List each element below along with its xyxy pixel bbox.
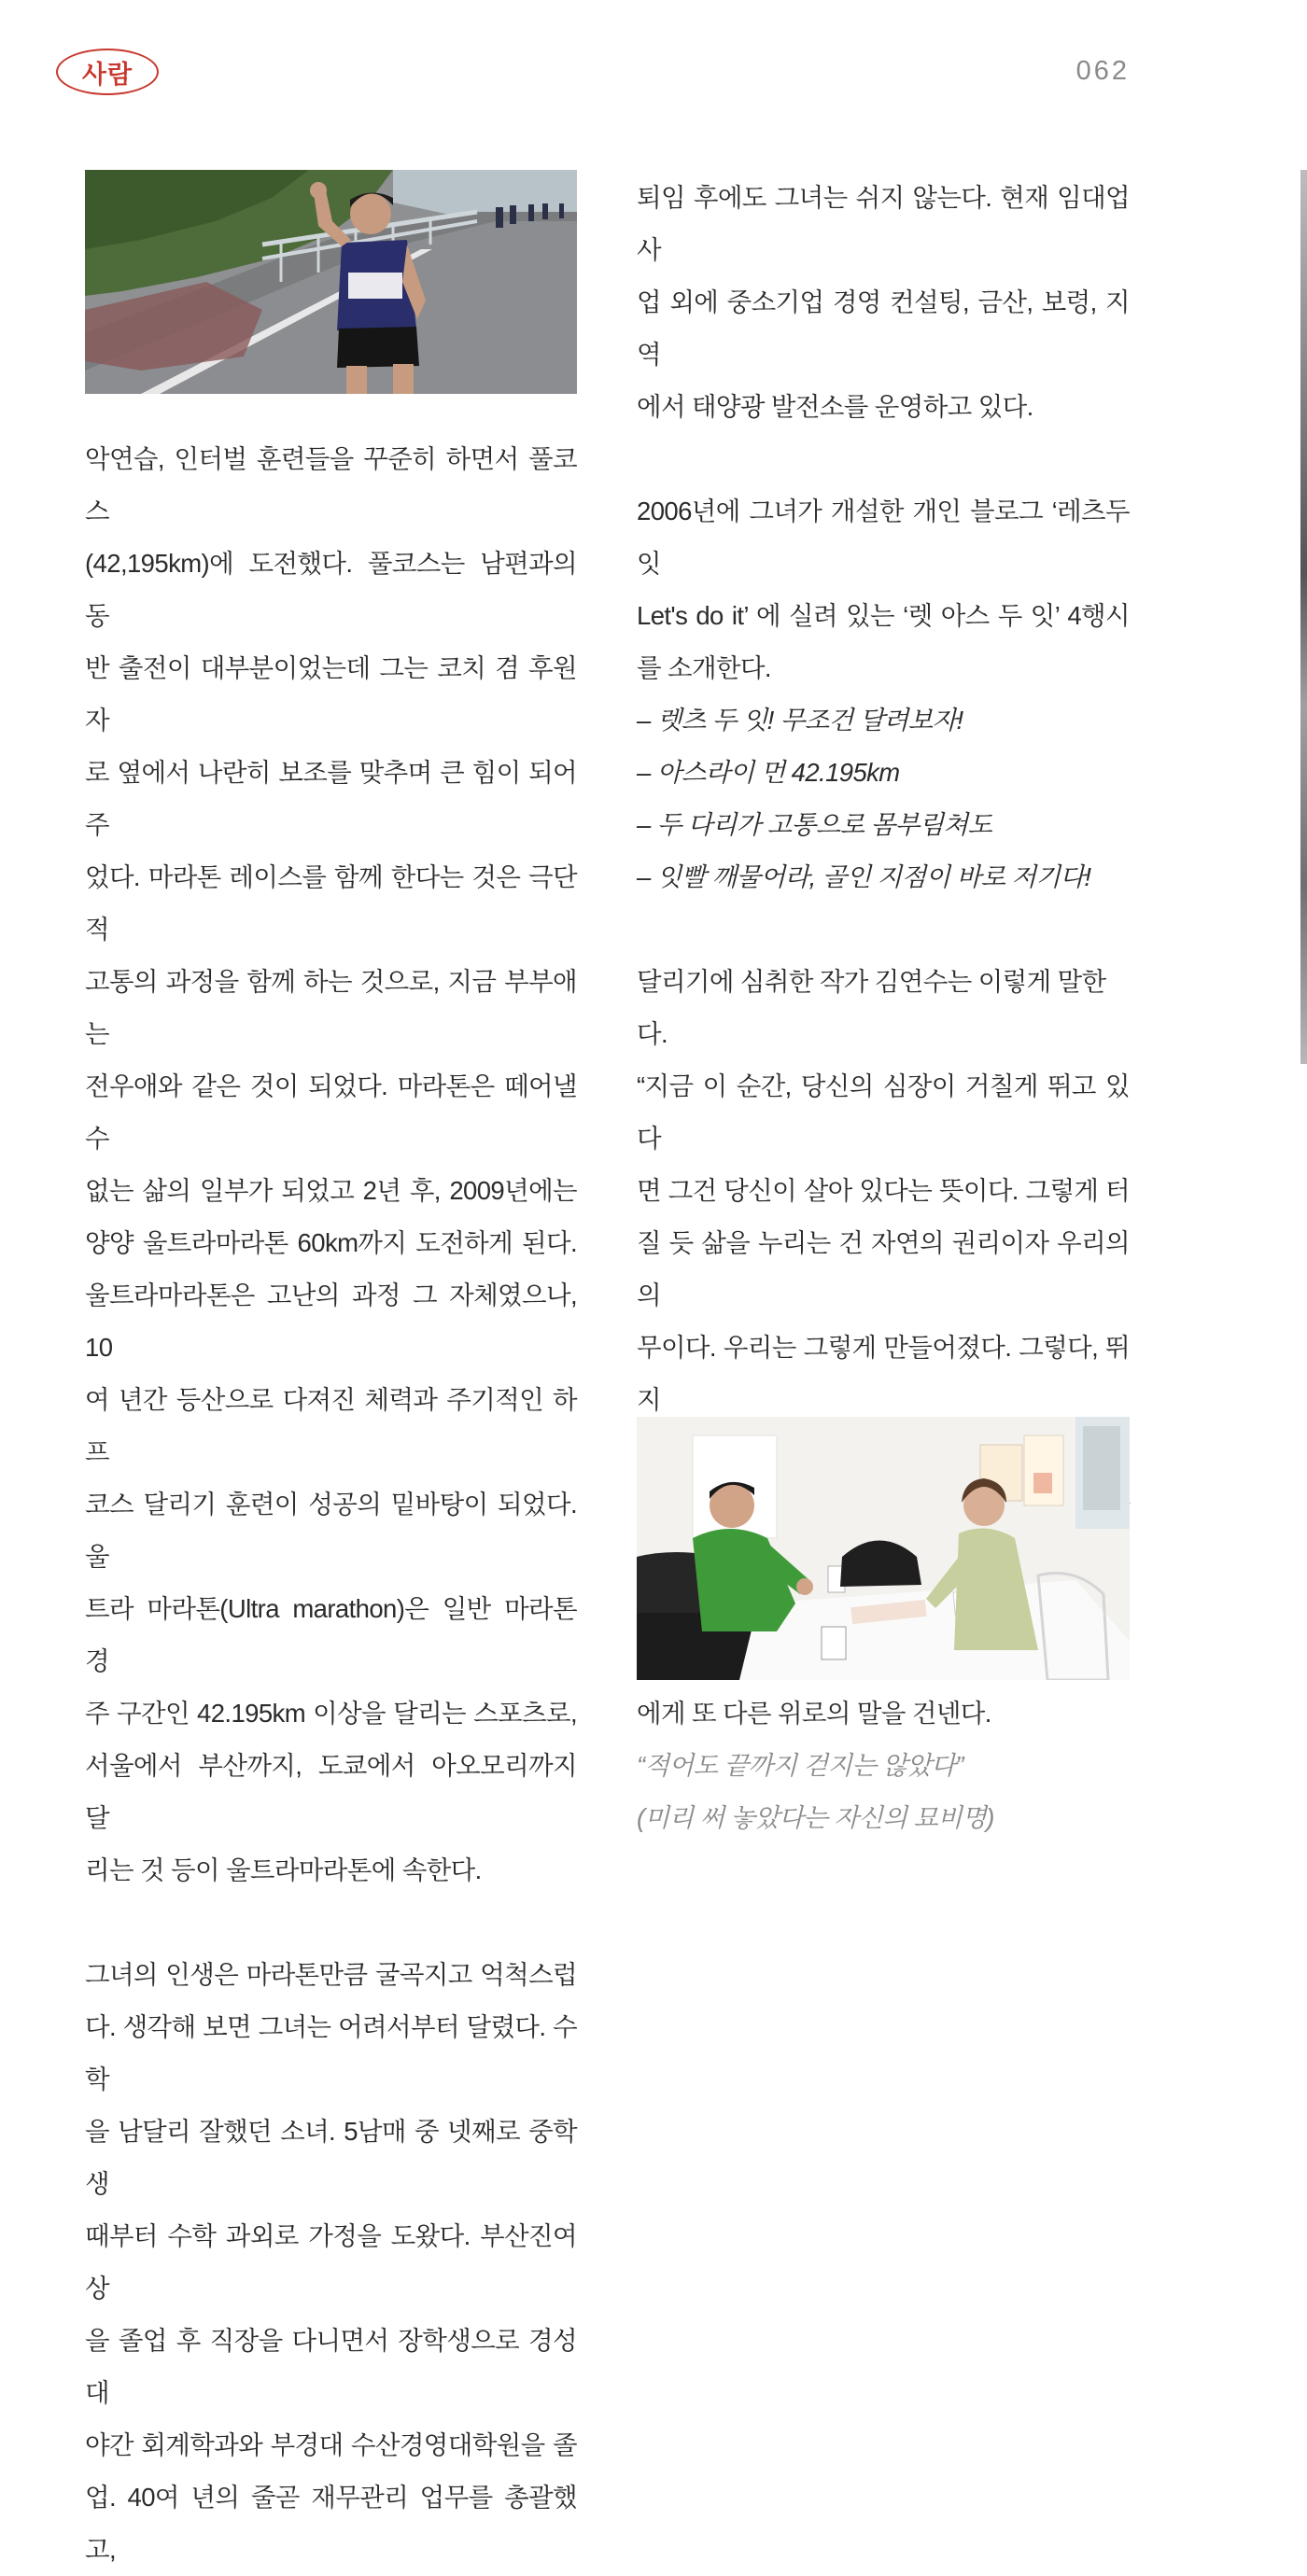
text-line: 을 졸업 후 직장을 다니면서 장학생으로 경성대 [85,2326,577,2407]
text-line: 때부터 수학 과외로 가정을 도왔다. 부산진여상 [85,2221,577,2303]
text-line: “지금 이 순간, 당신의 심장이 거칠게 뛰고 있다 [637,1071,1130,1153]
left-paragraph-2 [85,1949,577,2576]
text-line: 다. 생각해 보면 그녀는 어려서부터 달렸다. 수학 [85,2012,577,2093]
text-line: 무이다. 우리는 그렇게 만들어졌다. 그렇다, 뛰지 [637,1333,1130,1414]
poem-line: – 아스라이 먼 42.195km [637,758,900,787]
text-line: 퇴임 후에도 그녀는 쉬지 않는다. 현재 임대업 사 [637,183,1130,264]
text-line: 리는 것 등이 울트라마라톤에 속한다. [85,1855,482,1884]
text-line: 울트라마라톤은 고난의 과정 그 자체였으나, 10 [85,1281,577,1362]
text-line: 로 옆에서 나란히 보조를 맞추며 큰 힘이 되어 주 [85,758,577,839]
text-line: 코스 달리기 훈련이 성공의 밑바탕이 되었다. 울 [85,1490,577,1571]
text-line: (42,195km)에 도전했다. 풀코스는 남편과의 동 [85,549,577,630]
text-line: 양양 울트라마라톤 60km까지 도전하게 된다. [85,1228,577,1257]
text-line: 업. 40여 년의 줄곧 재무관리 업무를 총괄했고, [85,2483,577,2564]
right-paragraph-1 [637,172,1130,433]
interview-photo [637,1417,1130,1680]
text-line: 반 출전이 대부분이었는데 그는 코치 겸 후원자 [85,653,577,735]
adjacent-page-edge [1300,170,1307,1064]
section-label: 사람 [81,60,134,89]
text-line: 서울에서 부산까지, 도쿄에서 아오모리까지 달 [85,1751,577,1832]
text-line: 업 외에 중소기업 경영 컨설팅, 금산, 보령, 지역 [637,287,1130,369]
text-line: 야간 회계학과와 부경대 수산경영대학원을 졸 [85,2430,577,2459]
epitaph-quote: “적어도 끝까지 걷지는 않았다” [637,1751,963,1780]
text-line: 를 소개한다. [637,653,771,682]
poem-line: – 잇빨 깨물어라, 골인 지점이 바로 저기다! [637,862,1091,891]
text-line: 을 남달리 잘했던 소녀. 5남매 중 넷째로 중학생 [85,2117,577,2198]
right-paragraph-2 [637,485,1130,694]
epitaph [637,1740,1130,1844]
text-line: 에게 또 다른 위로의 말을 건넨다. [637,1699,991,1728]
text-line: 악연습, 인터벌 훈련들을 꾸준히 하면서 풀코스 [85,444,577,525]
text-line: 면 그건 당신이 살아 있다는 뜻이다. 그렇게 터 [637,1176,1130,1205]
text-line: 없는 삶의 일부가 되었고 2년 후, 2009년에는 [85,1176,577,1205]
text-line: 주 구간인 42.195km 이상을 달리는 스포츠로, [85,1699,577,1728]
text-line: 전우애와 같은 것이 되었다. 마라톤은 떼어낼 수 [85,1071,577,1153]
left-column [85,433,577,2576]
text-line: 었다. 마라톤 레이스를 함께 한다는 것은 극단적 [85,862,577,944]
text-line: 트라 마라톤(Ultra marathon)은 일반 마라톤 경 [85,1594,577,1675]
text-line: Let's do it’ 에 실려 있는 ‘렛 아스 두 잇’ 4행시 [637,601,1130,630]
marathon-runner-photo [85,170,577,394]
text-line: 에서 태양광 발전소를 운영하고 있다. [637,392,1033,421]
section-badge [56,49,159,95]
text-line: 달리기에 심취한 작가 김연수는 이렇게 말한다. [637,967,1106,1048]
acrostic-poem [637,694,1130,903]
text-line: 그녀의 인생은 마라톤만큼 굴곡지고 억척스럽 [85,1960,577,1989]
text-line: 여 년간 등산으로 다져진 체력과 주기적인 하프 [85,1385,577,1466]
poem-line: – 두 다리가 고통으로 몸부림쳐도 [637,810,992,839]
text-line: 2006년에 그녀가 개설한 개인 블로그 ‘레츠두잇 [637,497,1130,578]
text-line: 고통의 과정을 함께 하는 것으로, 지금 부부애는 [85,967,577,1048]
left-paragraph-1 [85,433,577,1897]
poem-line: – 렛츠 두 잇! 무조건 달려보자! [637,706,963,735]
text-line: 질 듯 삶을 누리는 건 자연의 권리이자 우리의 의 [637,1228,1130,1309]
page-number: 062 [1075,56,1130,86]
epitaph-caption: (미리 써 놓았다는 자신의 묘비명) [637,1803,994,1832]
